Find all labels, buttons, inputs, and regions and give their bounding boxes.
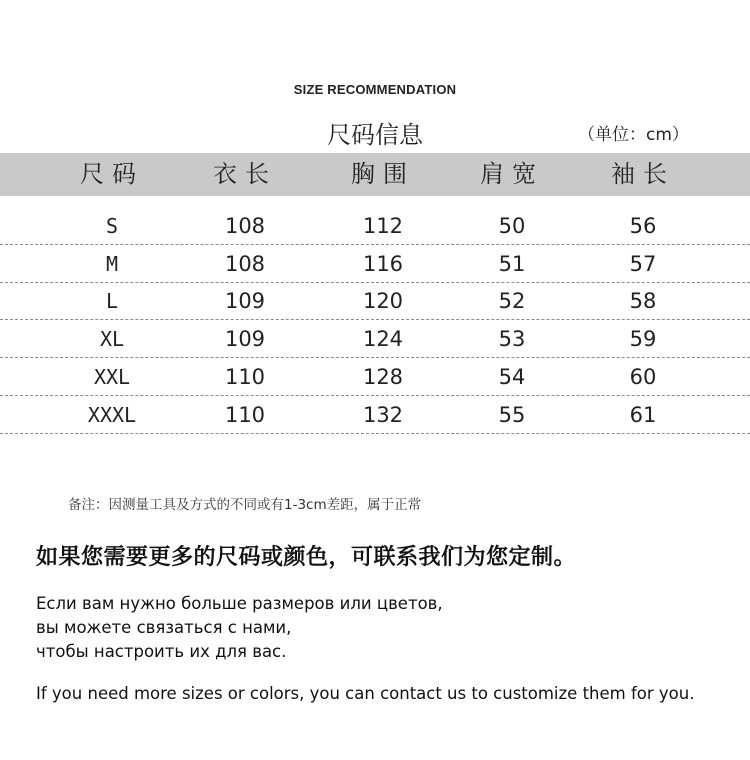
cell-chest: 124 xyxy=(362,327,404,352)
cell-chest: 132 xyxy=(362,402,404,427)
table-header xyxy=(0,153,750,196)
heading-en: SIZE RECOMMENDATION xyxy=(293,82,457,97)
header-sleeve: 袖长 xyxy=(611,160,675,188)
cell-length: 108 xyxy=(224,214,266,238)
cell-length: 109 xyxy=(224,327,266,352)
cell-length: 110 xyxy=(224,402,266,427)
cell-size: S xyxy=(105,214,119,238)
cell-chest: 112 xyxy=(362,214,404,238)
heading-cn: 尺码信息 xyxy=(327,121,423,149)
cell-size: XXXL xyxy=(87,402,137,427)
header-length: 衣长 xyxy=(213,160,277,188)
cell-chest: 120 xyxy=(362,289,404,314)
cell-sleeve: 59 xyxy=(629,327,657,352)
header-shoulder: 肩宽 xyxy=(480,160,544,188)
table-row xyxy=(0,395,750,434)
table-row xyxy=(0,281,750,320)
table-row xyxy=(0,319,750,358)
unit-label: （单位：cm） xyxy=(578,125,689,145)
measurement-note: 备注：因测量工具及方式的不同或有1-3cm差距，属于正常 xyxy=(68,497,422,513)
cell-size: M xyxy=(105,251,119,276)
cell-sleeve: 56 xyxy=(629,214,657,238)
cell-length: 110 xyxy=(224,364,266,389)
cell-shoulder: 53 xyxy=(498,327,526,352)
cell-size: XL xyxy=(99,327,125,352)
cell-length: 109 xyxy=(224,289,266,314)
custom-message-ru-line-3: чтобы настроить их для вас. xyxy=(36,642,287,661)
custom-message-cn: 如果您需要更多的尺码或颜色，可联系我们为您定制。 xyxy=(36,545,577,570)
header-chest: 胸围 xyxy=(351,160,415,188)
cell-chest: 116 xyxy=(362,251,404,276)
cell-size: L xyxy=(105,289,119,314)
cell-sleeve: 57 xyxy=(629,251,657,276)
cell-size: XXL xyxy=(93,364,131,389)
cell-shoulder: 55 xyxy=(498,402,526,427)
table-row xyxy=(0,357,750,396)
table-row xyxy=(0,244,750,283)
cell-shoulder: 51 xyxy=(498,251,526,276)
cell-shoulder: 50 xyxy=(498,214,526,238)
cell-length: 108 xyxy=(224,251,266,276)
custom-message-ru-line-1: Если вам нужно больше размеров или цветов, xyxy=(36,594,443,613)
custom-message-en: If you need more sizes or colors, you can contact us to customize them for you. xyxy=(36,684,695,703)
cell-shoulder: 52 xyxy=(498,289,526,314)
cell-shoulder: 54 xyxy=(498,364,526,389)
cell-chest: 128 xyxy=(362,364,404,389)
custom-message-ru-line-2: вы можете связаться с нами, xyxy=(36,618,292,637)
cell-sleeve: 58 xyxy=(629,289,657,314)
table-row xyxy=(0,206,750,245)
cell-sleeve: 60 xyxy=(629,364,657,389)
header-size: 尺码 xyxy=(80,160,144,188)
cell-sleeve: 61 xyxy=(629,402,657,427)
